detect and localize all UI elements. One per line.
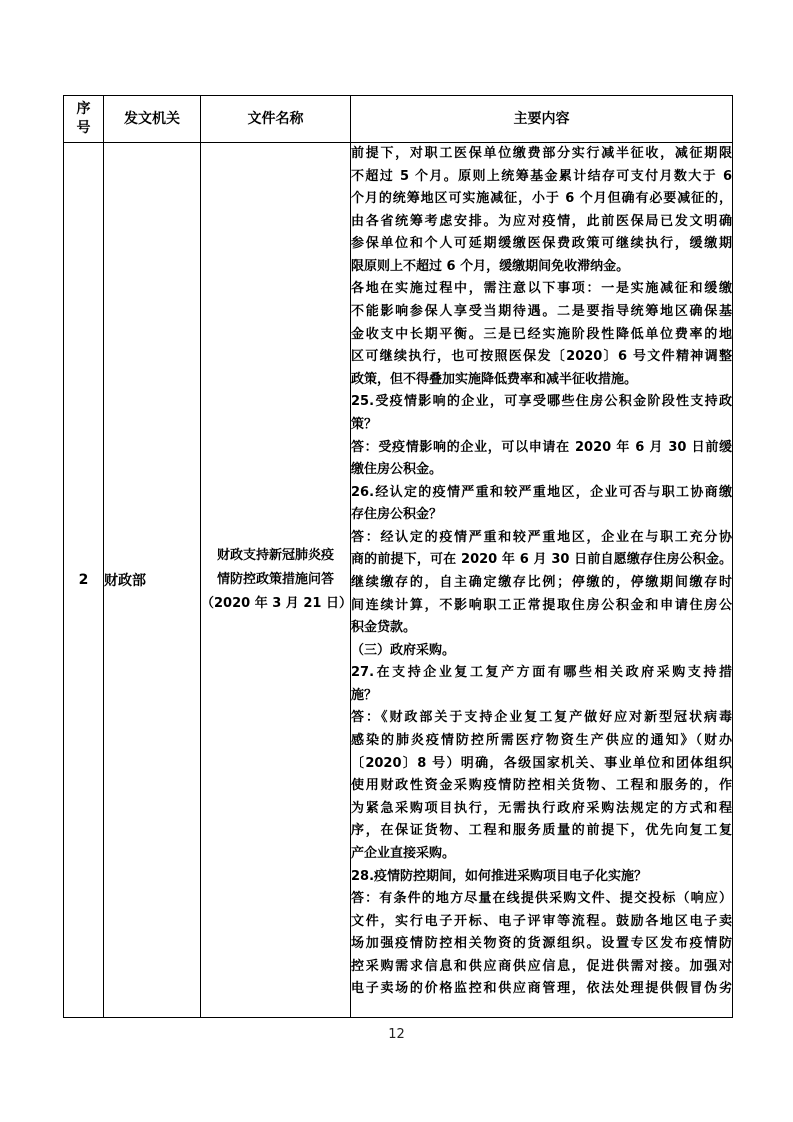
content-line: 政策，但不得叠加实施降低费率和减半征收措施。 bbox=[351, 371, 638, 387]
header-main-content: 主要内容 bbox=[351, 96, 733, 143]
content-line: 答：《财政部关于支持企业复工复产做好应对新型冠状病毒 bbox=[351, 710, 732, 726]
content-line: 不能影响参保人享受当期待遇。二是要指导统筹地区确保基 bbox=[351, 304, 732, 320]
content-line: 缴住房公积金。 bbox=[351, 462, 443, 478]
content-line: 控采购需求信息和供应商供应信息，促进供需对接。加强对 bbox=[351, 958, 732, 974]
content-line: 不超过 5 个月。原则上统筹基金累计结存可支付月数大于 6 bbox=[351, 168, 732, 184]
table-header-row bbox=[64, 96, 733, 143]
content-line: 为紧急采购项目执行，无需执行政府采购法规定的方式和程 bbox=[351, 800, 732, 816]
content-line: 序，在保证货物、工程和服务质量的前提下，优先向复工复 bbox=[351, 823, 732, 839]
content-line: 策？ bbox=[351, 416, 378, 432]
cell-document-name bbox=[201, 143, 351, 1018]
content-line: 限原则上不超过 6 个月，缓缴期间免收滞纳金。 bbox=[351, 258, 630, 274]
content-line: 施？ bbox=[351, 687, 378, 703]
content-line: 继续缴存的，自主确定缴存比例；停缴的，停缴期间缴存时 bbox=[351, 574, 732, 590]
content-line: 〔2020〕8 号）明确，各级国家机关、事业单位和团体组织 bbox=[351, 755, 732, 771]
content-line: （三）政府采购。 bbox=[351, 642, 456, 658]
content-line: 答：有条件的地方尽量在线提供采购文件、提交投标（响应） bbox=[351, 891, 732, 907]
header-serial-number-label: 序号 bbox=[76, 101, 91, 136]
table-row bbox=[64, 143, 733, 1018]
policy-document-table bbox=[63, 95, 733, 1018]
header-issuing-agency: 发文机关 bbox=[104, 96, 201, 143]
document-title-line: 情防控政策措施问答 bbox=[216, 572, 334, 587]
content-line: 25.受疫情影响的企业，可享受哪些住房公积金阶段性支持政 bbox=[351, 394, 732, 410]
content-line: 由各省统筹考虑安排。为应对疫情，此前医保局已发文明确 bbox=[351, 213, 732, 229]
main-content-text bbox=[351, 143, 732, 1001]
content-line: 个月的统筹地区可实施减征，小于 6 个月但确有必要减征的， bbox=[351, 191, 732, 207]
content-line: 金收支中长期平衡。三是已经实施阶段性降低单位费率的地 bbox=[351, 326, 732, 342]
content-line: 各地在实施过程中，需注意以下事项：一是实施减征和缓缴 bbox=[351, 281, 732, 297]
content-line: 答：受疫情影响的企业，可以申请在 2020 年 6 月 30 日前缓 bbox=[351, 439, 732, 455]
content-line: 26.经认定的疫情严重和较严重地区，企业可否与职工协商缴 bbox=[351, 484, 732, 500]
content-line: 前提下，对职工医保单位缴费部分实行减半征收，减征期限 bbox=[351, 146, 732, 161]
content-line: 使用财政性资金采购疫情防控相关货物、工程和服务的，作 bbox=[351, 778, 732, 794]
content-line: 电子卖场的价格监控和供应商管理，依法处理提供假冒伪劣 bbox=[351, 981, 732, 997]
document-title-line: 财政支持新冠肺炎疫 bbox=[216, 548, 334, 563]
cell-issuing-agency: 财政部 bbox=[104, 143, 201, 1018]
cell-main-content bbox=[351, 143, 733, 1018]
content-line: 积金贷款。 bbox=[351, 620, 417, 636]
content-line: 感染的肺炎疫情防控所需医疗物资生产供应的通知》（财办 bbox=[351, 733, 732, 749]
content-line: 27.在支持企业复工复产方面有哪些相关政府采购支持措 bbox=[351, 665, 732, 681]
content-line: 存住房公积金？ bbox=[351, 507, 443, 523]
content-line: 参保单位和个人可延期缓缴医保费政策可继续执行，缓缴期 bbox=[351, 236, 732, 252]
content-line: 间连续计算，不影响职工正常提取住房公积金和申请住房公 bbox=[351, 597, 732, 613]
content-line: 区可继续执行，也可按照医保发〔2020〕6 号文件精神调整 bbox=[351, 349, 732, 365]
cell-serial-number: 2 bbox=[64, 143, 104, 1018]
content-line: 28.疫情防控期间，如何推进采购项目电子化实施？ bbox=[351, 868, 648, 884]
content-line: 商的前提下，可在 2020 年 6 月 30 日前自愿缴存住房公积金。 bbox=[351, 552, 732, 568]
header-serial-number bbox=[64, 96, 104, 143]
content-line: 文件，实行电子开标、电子评审等流程。鼓励各地区电子卖 bbox=[351, 913, 732, 929]
content-line: 产企业直接采购。 bbox=[351, 845, 456, 861]
header-document-name: 文件名称 bbox=[201, 96, 351, 143]
content-line: 答：经认定的疫情严重和较严重地区，企业在与职工充分协 bbox=[351, 529, 732, 545]
page-number: 12 bbox=[388, 1027, 405, 1042]
document-title bbox=[201, 544, 350, 616]
content-line: 场加强疫情防控相关物资的货源组织。设置专区发布疫情防 bbox=[351, 936, 732, 952]
document-title-line: （2020 年 3 月 21 日） bbox=[201, 596, 352, 611]
